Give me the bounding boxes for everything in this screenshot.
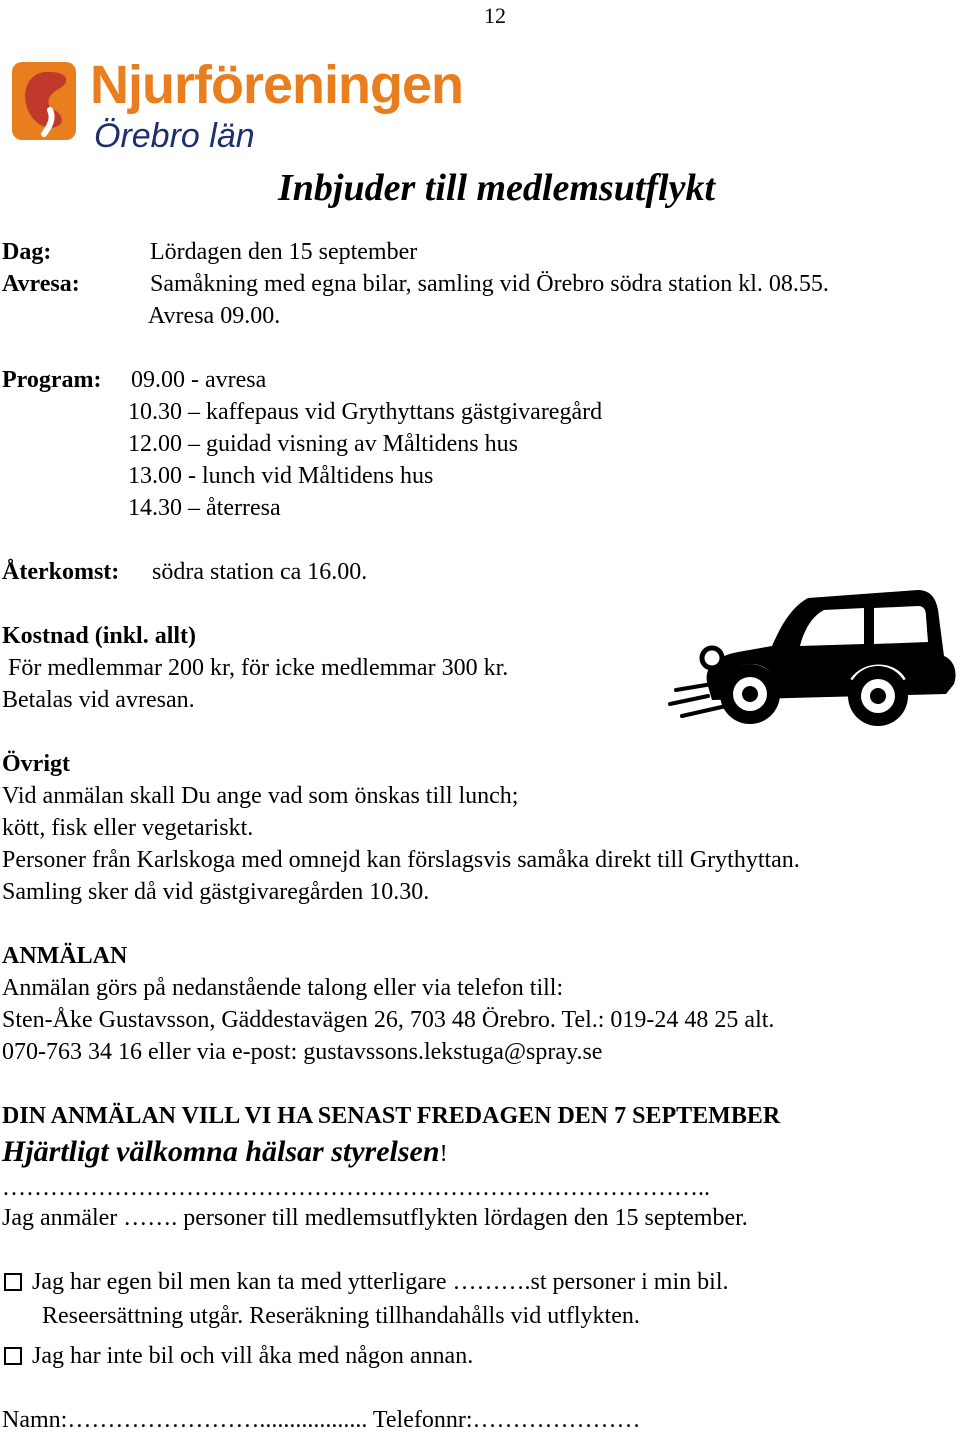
anmalan-line: Anmälan görs på nedanstående talong eller via telefon till: [2, 975, 564, 1001]
welcome-line [2, 1134, 448, 1172]
vintage-car-icon [668, 586, 960, 732]
option-own-car [4, 1266, 728, 1298]
aterkomst-value: södra station ca 16.00. [152, 559, 368, 585]
aterkomst-label: Återkomst: [2, 559, 120, 585]
name-phone-line: Namn:…………………….................. Telefonnr:………………… [2, 1407, 641, 1433]
avresa-time: Avresa 09.00. [148, 303, 281, 329]
program-item: 10.30 – kaffepaus vid Grythyttans gästgivaregård [128, 399, 603, 425]
own-car-checkbox[interactable] [4, 1273, 22, 1291]
kostnad-payment: Betalas vid avresan. [2, 687, 195, 713]
option-own-car-label: Jag har egen bil men kan ta med ytterligare ……….st personer i min bil. [32, 1269, 729, 1295]
page-number: 12 [484, 3, 506, 28]
logo-subtitle: Örebro län [94, 117, 255, 155]
dag-value: Lördagen den 15 september [150, 239, 418, 265]
anmalan-contact-email: 070-763 34 16 eller via e-post: gustavssons.lekstuga@spray.se [2, 1039, 603, 1065]
kostnad-price: För medlemmar 200 kr, för icke medlemmar 300 kr. [8, 655, 509, 681]
ovrigt-line: Vid anmälan skall Du ange vad som önskas till lunch; [2, 783, 519, 809]
logo-title: Njurföreningen [90, 55, 463, 115]
welcome-text: Hjärtligt välkomna hälsar styrelsen [2, 1135, 440, 1168]
registration-line: Jag anmäler ……. personer till medlemsutflykten lördagen den 15 september. [2, 1205, 748, 1231]
ovrigt-line: kött, fisk eller vegetariskt. [2, 815, 254, 841]
program-item: 09.00 - avresa [131, 367, 267, 393]
deadline-notice: DIN ANMÄLAN VILL VI HA SENAST FREDAGEN DEN 7 SEPTEMBER [2, 1103, 781, 1129]
program-item: 14.30 – återresa [128, 495, 281, 521]
program-item: 12.00 – guidad visning av Måltidens hus [128, 431, 518, 457]
anmalan-contact: Sten-Åke Gustavsson, Gäddestavägen 26, 703 48 Örebro. Tel.: 019-24 48 25 alt. [2, 1007, 775, 1033]
avresa-label: Avresa: [2, 271, 80, 297]
page-title: Inbjuder till medlemsutflykt [278, 167, 716, 209]
option-no-car-label: Jag har inte bil och vill åka med någon annan. [32, 1343, 474, 1369]
cut-line: …………………………………………………………………………….. [2, 1175, 710, 1201]
dag-label: Dag: [2, 239, 52, 265]
kidney-icon [10, 60, 80, 144]
ovrigt-line: Samling sker då vid gästgivaregården 10.30. [2, 879, 430, 905]
no-car-checkbox[interactable] [4, 1347, 22, 1365]
anmalan-heading: ANMÄLAN [2, 943, 128, 969]
program-item: 13.00 - lunch vid Måltidens hus [128, 463, 434, 489]
welcome-mark: ! [439, 1141, 448, 1167]
option-no-car [4, 1340, 473, 1372]
ovrigt-line: Personer från Karlskoga med omnejd kan förslagsvis samåka direkt till Grythyttan. [2, 847, 800, 873]
ovrigt-heading: Övrigt [2, 751, 70, 777]
option-own-car-note: Reseersättning utgår. Reseräkning tillhandahålls vid utflykten. [42, 1303, 640, 1329]
kostnad-heading: Kostnad (inkl. allt) [2, 623, 197, 649]
program-label: Program: [2, 367, 102, 393]
avresa-value: Samåkning med egna bilar, samling vid Örebro södra station kl. 08.55. [150, 271, 829, 297]
